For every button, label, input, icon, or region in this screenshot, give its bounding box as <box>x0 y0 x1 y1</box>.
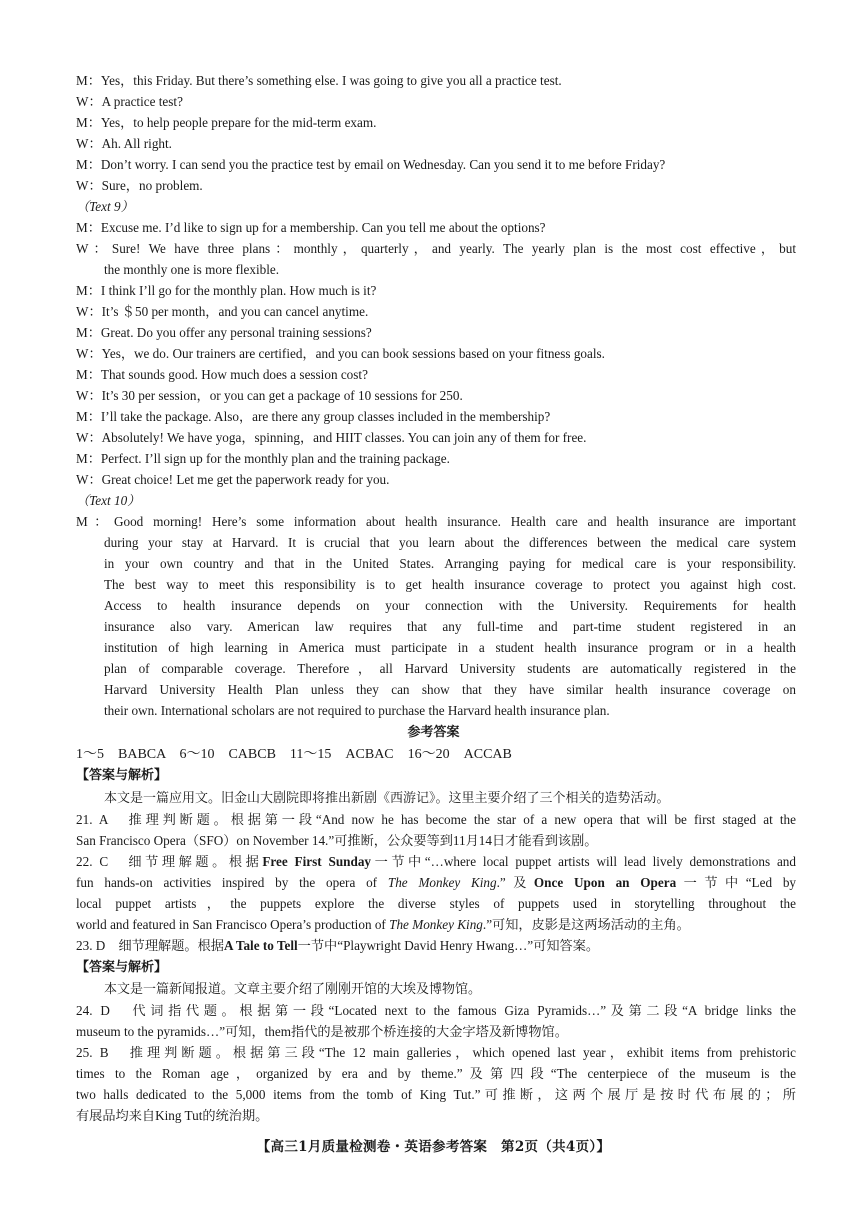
analysis-line: 有展品均来自King Tut的统治期。 <box>76 1108 269 1123</box>
monologue-line: The best way to meet this responsibility is to get health insurance coverage to protect you against high cost. <box>104 577 796 592</box>
monologue-line: Harvard University Health Plan unless they can show that they have similar health insurance coverage on <box>104 682 796 697</box>
dialogue-line: W：It’s 30 per session，or you can get a package of 10 sessions for 250. <box>76 388 463 403</box>
dialogue-line: W：Sure，no problem. <box>76 178 203 193</box>
monologue-line: during your stay at Harvard. It is crucial that you learn about the differences between the medical care system <box>104 535 796 550</box>
dialogue-line: M：Great. Do you offer any personal training sessions? <box>76 325 372 340</box>
dialogue-line-continued: the monthly one is more flexible. <box>104 262 280 277</box>
analysis-heading: 【答案与解析】 <box>76 960 168 975</box>
dialogue-line: W：Sure! We have three plans：monthly，quarterly，and yearly. The yearly plan is the most cost effective，but <box>76 241 796 256</box>
analysis-line: fun hands-on activities inspired by the opera of The Monkey King.”及Once Upon an Opera一节中“Led by <box>76 875 796 890</box>
opera-title: The Monkey King <box>387 875 497 890</box>
dialogue-line: M：Don’t worry. I can send you the practice test by email on Wednesday. Can you send it to me before Friday? <box>76 157 666 172</box>
analysis-line: 23. D 细节理解题。根据A Tale to Tell一节中“Playwright David Henry Hwang…”可知答案。 <box>76 938 600 953</box>
analysis-line: two halls dedicated to the 5,000 items from the tomb of King Tut.”可推断，这两个展厅是按时代布展的；所 <box>76 1087 796 1102</box>
dialogue-line: W：A practice test? <box>76 94 183 109</box>
monologue-line: Access to health insurance depends on your connection with the University. Requirements for health <box>104 598 796 613</box>
analysis-intro: 本文是一篇应用文。旧金山大剧院即将推出新剧《西游记》。这里主要介绍了三个相关的造势活动。 <box>104 791 670 806</box>
analysis-line: world and featured in San Francisco Opera’s production of The Monkey King.”可知，皮影是这两场活动的主角。 <box>76 917 690 932</box>
section-name: Free First Sunday <box>262 854 372 869</box>
dialogue-line: M：Yes，to help people prepare for the mid-term exam. <box>76 115 377 130</box>
monologue-line: institution of high learning in America must participate in a student health insurance program or in a health <box>104 640 796 655</box>
page-footer: 【高三1月质量检测卷・英语参考答案 第2页（共4页）】 <box>256 1139 611 1155</box>
dialogue-line: W：Absolutely! We have yoga，spinning，and HIIT classes. You can join any of them for free. <box>76 430 587 445</box>
dialogue-line: W：Great choice! Let me get the paperwork ready for you. <box>76 472 390 487</box>
text-heading: （Text 10） <box>76 493 141 508</box>
dialogue-line: M：That sounds good. How much does a session cost? <box>76 367 368 382</box>
answer-key-title: 参考答案 <box>407 725 460 740</box>
analysis-line: 25. B 推理判断题。根据第三段“The 12 main galleries，which opened last year，exhibit items from prehistoric <box>76 1045 796 1060</box>
analysis-intro: 本文是一篇新闻报道。文章主要介绍了刚刚开馆的大埃及博物馆。 <box>104 982 482 997</box>
analysis-heading: 【答案与解析】 <box>76 768 168 783</box>
dialogue-line: W：Ah. All right. <box>76 136 172 151</box>
analysis-line: 22. C 细节理解题。根据Free First Sunday一节中“…where local puppet artists will lead lively demonstrations and <box>76 854 796 869</box>
analysis-line: museum to the pyramids…”可知，them指代的是被那个桥连接的大金字塔及新博物馆。 <box>76 1024 568 1039</box>
analysis-line: 21. A 推理判断题。根据第一段“And now he has become the star of a new opera that will be first staged at the <box>76 812 796 827</box>
analysis-line: 24. D 代词指代题。根据第一段“Located next to the famous Giza Pyramids…”及第二段“A bridge links the <box>76 1003 796 1018</box>
analysis-line: times to the Roman age，organized by era and by theme.”及第四段“The centerpiece of the museum is the <box>76 1066 796 1081</box>
monologue-line: M：Good morning! Here’s some information about health insurance. Health care and health insurance are important <box>76 514 796 529</box>
section-name: A Tale to Tell <box>224 938 298 953</box>
dialogue-line: W：Yes，we do. Our trainers are certified，and you can book sessions based on your fitness goals. <box>76 346 605 361</box>
monologue-line: their own. International scholars are not required to purchase the Harvard health insurance plan. <box>104 703 610 718</box>
section-name: Once Upon an Opera <box>533 875 677 890</box>
monologue-line: plan of comparable coverage. Therefore，all Harvard University students are automatically registered in the <box>104 661 796 676</box>
monologue-line: insurance also vary. American law requires that any full-time and part-time student registered in an <box>104 619 796 634</box>
text-heading: （Text 9） <box>76 199 134 214</box>
dialogue-line: M：I think I’ll go for the monthly plan. How much is it? <box>76 283 377 298</box>
answer-list: 1～5 BABCA 6～10 CABCB 11～15 ACBAC 16～20 ACCAB <box>76 747 512 762</box>
dialogue-line: M：Perfect. I’ll sign up for the monthly plan and the training package. <box>76 451 450 466</box>
dialogue-line: M：Yes，this Friday. But there’s something else. I was going to give you all a practice test. <box>76 73 562 88</box>
analysis-line: local puppet artists，the puppets explore the diverse styles of puppets used in storytelling throughout the <box>76 896 796 911</box>
opera-title: The Monkey King <box>389 917 483 932</box>
dialogue-line: M：I’ll take the package. Also，are there any group classes included in the membership? <box>76 409 551 424</box>
dialogue-line: M：Excuse me. I’d like to sign up for a membership. Can you tell me about the options? <box>76 220 546 235</box>
monologue-line: in your own country and that in the United States. Arranging paying for medical care is your responsibility. <box>104 556 796 571</box>
dialogue-line: W：It’s ＄50 per month，and you can cancel anytime. <box>76 304 369 319</box>
analysis-line: San Francisco Opera（SFO）on November 14.”可推断，公众要等到11月14日才能看到该剧。 <box>76 833 598 848</box>
